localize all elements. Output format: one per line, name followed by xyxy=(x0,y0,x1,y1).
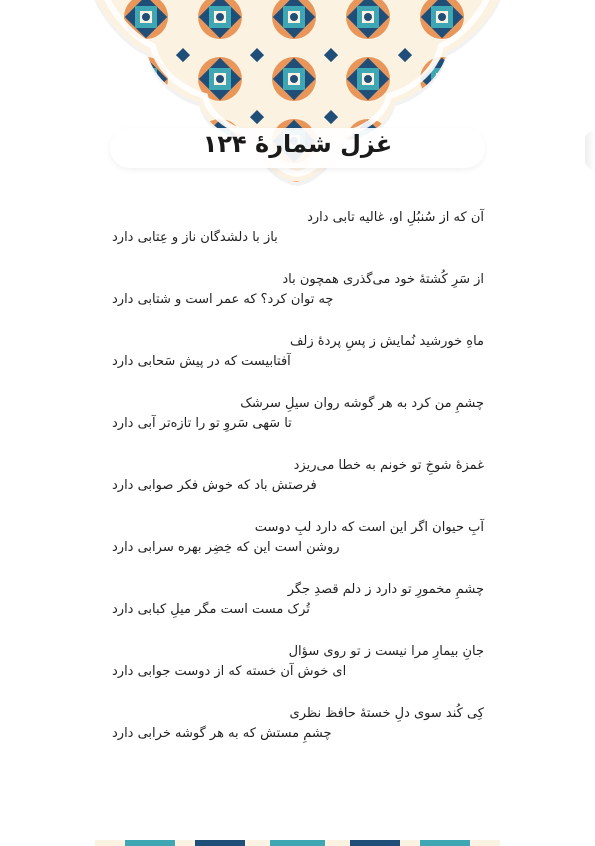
verse xyxy=(112,205,484,267)
hemistich-first: چشمِ من کرد به هر گوشه روان سیلِ سرشک xyxy=(240,396,484,411)
hemistich-second: ای خوش آن خسته که از دوست جوابی دارد xyxy=(112,664,347,679)
hemistich-second: تا سَهی سَروِ تو را تازه‌تر آبی دارد xyxy=(112,416,292,431)
hemistich-first: کِی کُند سوی دلِ خستهٔ حافظ نظری xyxy=(289,706,484,721)
verse xyxy=(112,453,484,515)
hemistich-second: چشمِ مستش که به هر گوشه خرابی دارد xyxy=(112,726,332,741)
verse xyxy=(112,267,484,329)
poem-title: غزل شمارهٔ ۱۲۴ xyxy=(202,130,393,158)
footer-ornament xyxy=(95,836,500,846)
hemistich-second: تُرک مست است مگر میلِ کبابی دارد xyxy=(112,602,310,617)
hemistich-first: از سَرِ کُشتهٔ خود می‌گذری همچون باد xyxy=(282,272,484,287)
hemistich-first: چشمِ مخمورِ تو دارد ز دلم قصدِ جگر xyxy=(287,582,484,597)
hemistich-second: روشن است این که خِضِر بهره سرابی دارد xyxy=(112,540,340,555)
hemistich-first: جانِ بیمارِ مرا نیست ز تو روی سؤال xyxy=(288,644,484,659)
verse xyxy=(112,329,484,391)
hemistich-second: چه توان کرد؟ که عمر است و شتابی دارد xyxy=(112,292,334,307)
verse xyxy=(112,577,484,639)
verse xyxy=(112,515,484,577)
hemistich-first: ماهِ خورشید نُمایش ز پسِ پردهٔ زلف xyxy=(289,334,484,349)
hemistich-second: فرصتش باد که خوش فکر صوابی دارد xyxy=(112,478,317,493)
hemistich-first: آن که از سُنبُلِ او، غالیه تابی دارد xyxy=(307,210,484,225)
verse xyxy=(112,639,484,701)
hemistich-first: آبِ حیوان اگر این است که دارد لبِ دوست xyxy=(254,520,484,535)
hemistich-second: باز با دلشدگان ناز و عِتابی دارد xyxy=(112,230,278,245)
side-tab xyxy=(585,130,595,170)
poem-body xyxy=(112,205,484,763)
verse xyxy=(112,391,484,453)
hemistich-first: غمزهٔ شوخِ تو خونم به خطا می‌ریزد xyxy=(293,458,484,473)
verse xyxy=(112,701,484,763)
hemistich-second: آفتابیست که در پیش سَحابی دارد xyxy=(112,354,291,369)
